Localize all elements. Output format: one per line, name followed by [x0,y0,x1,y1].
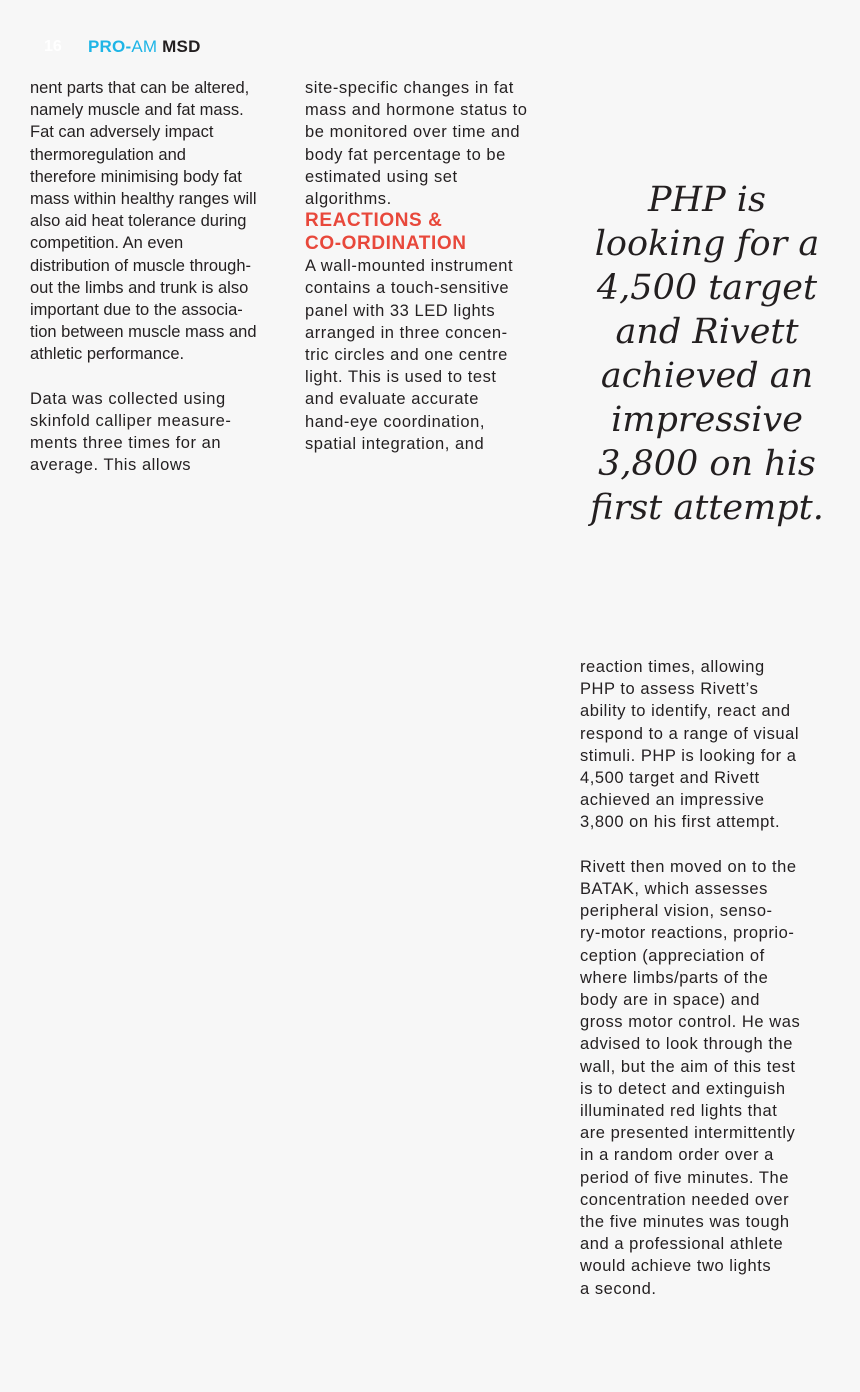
text-line: advised to look through the [580,1035,793,1054]
column-1-paragraph-2 [30,388,292,477]
column-1 [30,77,292,477]
text-line: gross motor control. He was [580,1013,801,1032]
text-line: are presented intermittently [580,1124,796,1143]
pub-title-msd: MSD [162,37,201,56]
text-line: therefore minimising body fat [30,167,242,186]
text-line: Data was collected using [30,389,226,408]
text-line: period of five minutes. The [580,1168,789,1187]
text-line: ry-motor reactions, proprio- [580,924,795,943]
text-line: and evaluate accurate [305,390,479,409]
text-line: REACTIONS & [305,210,443,232]
text-line: spatial integration, and [305,434,485,453]
text-line: would achieve two lights [580,1257,772,1276]
text-line: mass and hormone status to [305,101,528,120]
text-line: 3,800 on his [598,444,816,484]
column-3-paragraph-2 [580,856,842,1300]
pull-quote [576,178,838,530]
column-1-paragraph-1 [30,77,292,366]
text-line: looking for a [594,224,820,264]
text-line: PHP is [648,180,766,220]
pub-title-pro: PRO [88,37,126,56]
text-line: reaction times, allowing [580,658,765,676]
text-line: 4,500 target [596,268,818,308]
publication-title [88,37,201,57]
column-2 [305,77,567,455]
text-line: ability to identify, react and [580,702,791,721]
text-line: where limbs/parts of the [580,968,769,987]
text-line: impressive [611,400,803,440]
text-line: PHP to assess Rivett’s [580,680,759,699]
text-line: the five minutes was tough [580,1213,790,1232]
text-line: hand-eye coordination, [305,412,485,431]
text-line: contains a touch-sensitive [305,279,510,298]
page-number: 16 [44,38,62,55]
text-line: achieved an impressive [580,791,765,810]
text-line: concentration needed over [580,1190,790,1209]
text-line: achieved an [600,356,814,396]
text-line: arranged in three concen- [305,323,508,342]
text-line: nent parts that can be altered, [30,79,250,97]
text-line: panel with 33 LED lights [305,301,496,320]
column-2-paragraph-1 [305,77,567,210]
text-line: ments three times for an [30,434,222,453]
text-line: out the limbs and trunk is also [30,278,249,297]
text-line: in a random order over a [580,1146,774,1165]
pub-title-dash: - [125,37,132,56]
text-line: competition. An even [30,234,184,253]
text-line: tion between muscle mass and [30,323,257,342]
column-3 [580,656,842,1300]
text-line: BATAK, which assesses [580,880,768,899]
text-line: A wall-mounted instrument [305,257,514,276]
text-line: CO-ORDINATION [305,232,467,254]
text-line: body are in space) and [580,991,760,1010]
text-line: and a professional athlete [580,1235,784,1254]
text-line: respond to a range of visual [580,724,800,743]
text-line: 4,500 target and Rivett [580,769,760,788]
pub-title-am: AM [131,37,158,56]
page-header [44,36,201,58]
text-line: body fat percentage to be [305,145,506,164]
text-line: 3,800 on his first attempt. [580,813,781,832]
text-line: namely muscle and fat mass. [30,101,244,120]
text-line: Rivett then moved on to the [580,857,797,876]
text-line: and Rivett [615,312,799,352]
text-line: average. This allows [30,456,192,475]
text-line: also aid heat tolerance during [30,212,247,231]
text-line: tric circles and one centre [305,346,508,365]
text-line: thermoregulation and [30,145,186,164]
text-line: estimated using set [305,167,458,186]
text-line: algorithms. [305,190,392,209]
text-line: site-specific changes in fat [305,79,514,97]
text-line: ception (appreciation of [580,946,765,965]
text-line: distribution of muscle through- [30,256,252,275]
text-line: is to detect and extinguish [580,1079,786,1098]
text-line: Fat can adversely impact [30,123,214,142]
text-line: stimuli. PHP is looking for a [580,746,797,765]
text-line: illuminated red lights that [580,1102,778,1121]
text-line: be monitored over time and [305,123,521,142]
column-3-paragraph-1 [580,656,842,834]
text-line: skinfold calliper measure- [30,412,232,431]
column-2-paragraph-2 [305,255,567,455]
text-line: a second. [580,1279,657,1298]
text-line: mass within healthy ranges will [30,190,257,209]
text-line: peripheral vision, senso- [580,902,773,921]
section-heading-reactions [305,210,567,255]
text-line: wall, but the aim of this test [580,1057,796,1076]
text-line: first attempt. [590,488,824,528]
text-line: light. This is used to test [305,368,497,387]
text-line: important due to the associa- [30,301,243,320]
text-line: athletic performance. [30,345,185,364]
